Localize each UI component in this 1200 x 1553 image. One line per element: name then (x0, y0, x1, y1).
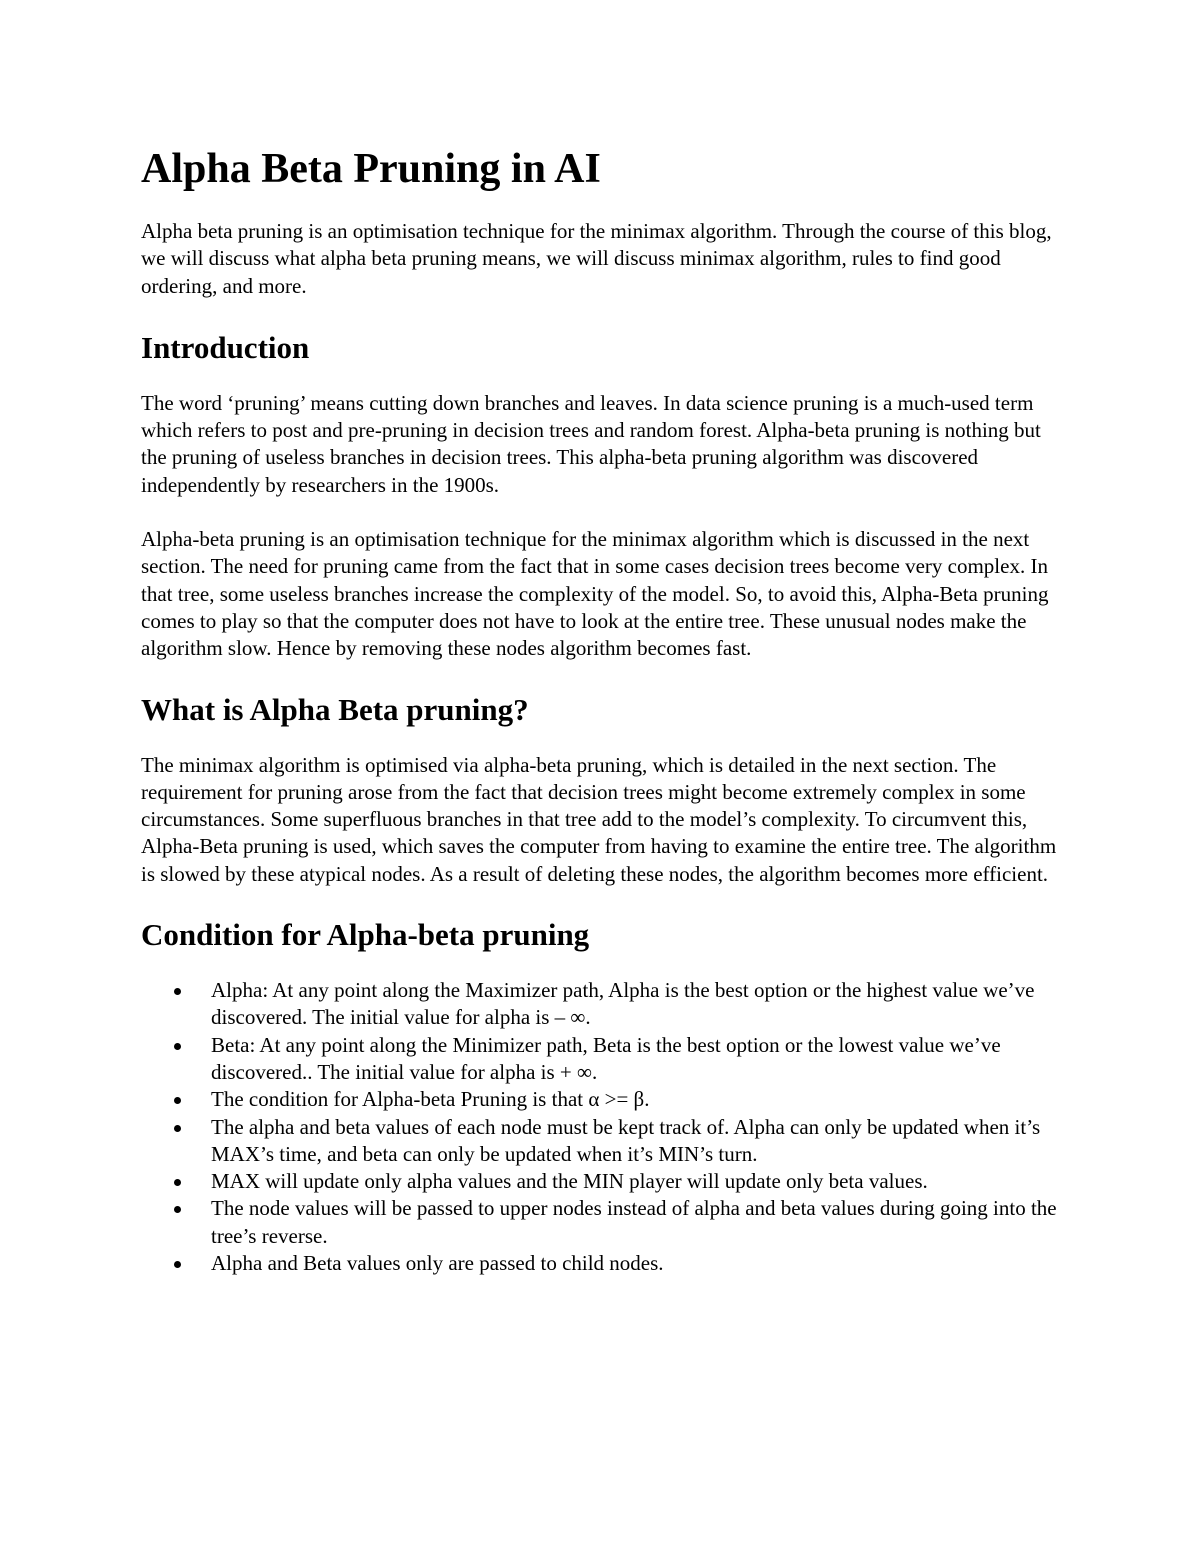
intro-paragraph: Alpha beta pruning is an optimisation technique for the minimax algorithm. Through the course of this blog, we will discuss what alpha beta pruning means, we will discuss minimax algorithm, rules to find good ordering, and more. (141, 219, 1052, 298)
list-item (141, 1168, 1071, 1195)
list-item-text: Alpha: At any point along the Maximizer path, Alpha is the best option or the highest value we’ve discovered. The initial value for alpha is – ∞. (211, 978, 1035, 1030)
list-item (141, 1114, 1071, 1169)
introduction-paragraph-2: Alpha-beta pruning is an optimisation technique for the minimax algorithm which is discussed in the next section. The need for pruning came from the fact that in some cases decision trees become very complex. In that tree, some useless branches increase the complexity of the model. So, to avoid this, Alpha-Beta pruning comes to play so that the computer does not have to look at the entire tree. These unusual nodes make the algorithm slow. Hence by removing these nodes algorithm becomes fast. (141, 527, 1049, 661)
list-item (141, 1195, 1071, 1250)
bullet-icon (174, 1043, 181, 1050)
list-item-text: The node values will be passed to upper nodes instead of alpha and beta values during going into the tree’s reverse. (211, 1196, 1057, 1248)
list-item-text: MAX will update only alpha values and the MIN player will update only beta values. (211, 1169, 928, 1194)
introduction-paragraph-1: The word ‘pruning’ means cutting down branches and leaves. In data science pruning is a much-used term which refers to post and pre-pruning in decision trees and random forest. Alpha-beta pruning is nothing but the pruning of useless branches in decision trees. This alpha-beta pruning algorithm was discovered independently by researchers in the 1900s. (141, 390, 1041, 497)
what-is-paragraph: The minimax algorithm is optimised via alpha-beta pruning, which is detailed in the next section. The requirement for pruning arose from the fact that decision trees might become extremely complex in some circumstances. Some superfluous branches in that tree add to the model’s complexity. To circumvent this, Alpha-Beta pruning is used, which saves the computer from having to examine the entire tree. The algorithm is slowed by these atypical nodes. As a result of deleting these nodes, the algorithm becomes more efficient. (141, 752, 1057, 886)
list-item (141, 977, 1071, 1032)
list-item-text: Alpha and Beta values only are passed to child nodes. (211, 1251, 664, 1276)
what-is-heading: What is Alpha Beta pruning? (141, 691, 529, 727)
bullet-icon (174, 1097, 181, 1104)
list-item (141, 1086, 1071, 1113)
list-item-text: The alpha and beta values of each node must be kept track of. Alpha can only be updated when it’s MAX’s time, and beta can only be updated when it’s MIN’s turn. (211, 1114, 1041, 1166)
bullet-icon (174, 1206, 181, 1213)
document-page (141, 140, 1071, 1277)
list-item (141, 1032, 1071, 1087)
condition-heading: Condition for Alpha-beta pruning (141, 917, 590, 953)
document-title: Alpha Beta Pruning in AI (141, 146, 601, 192)
bullet-icon (174, 1179, 181, 1186)
list-item-text: Beta: At any point along the Minimizer path, Beta is the best option or the lowest value we’ve discovered.. The initial value for alpha is + ∞. (211, 1032, 1001, 1084)
list-item-text: The condition for Alpha-beta Pruning is that α >= β. (211, 1087, 650, 1112)
list-item (141, 1250, 1071, 1277)
bullet-icon (174, 1125, 181, 1132)
bullet-icon (174, 988, 181, 995)
condition-list (141, 977, 1071, 1277)
introduction-heading: Introduction (141, 329, 310, 365)
bullet-icon (174, 1261, 181, 1268)
